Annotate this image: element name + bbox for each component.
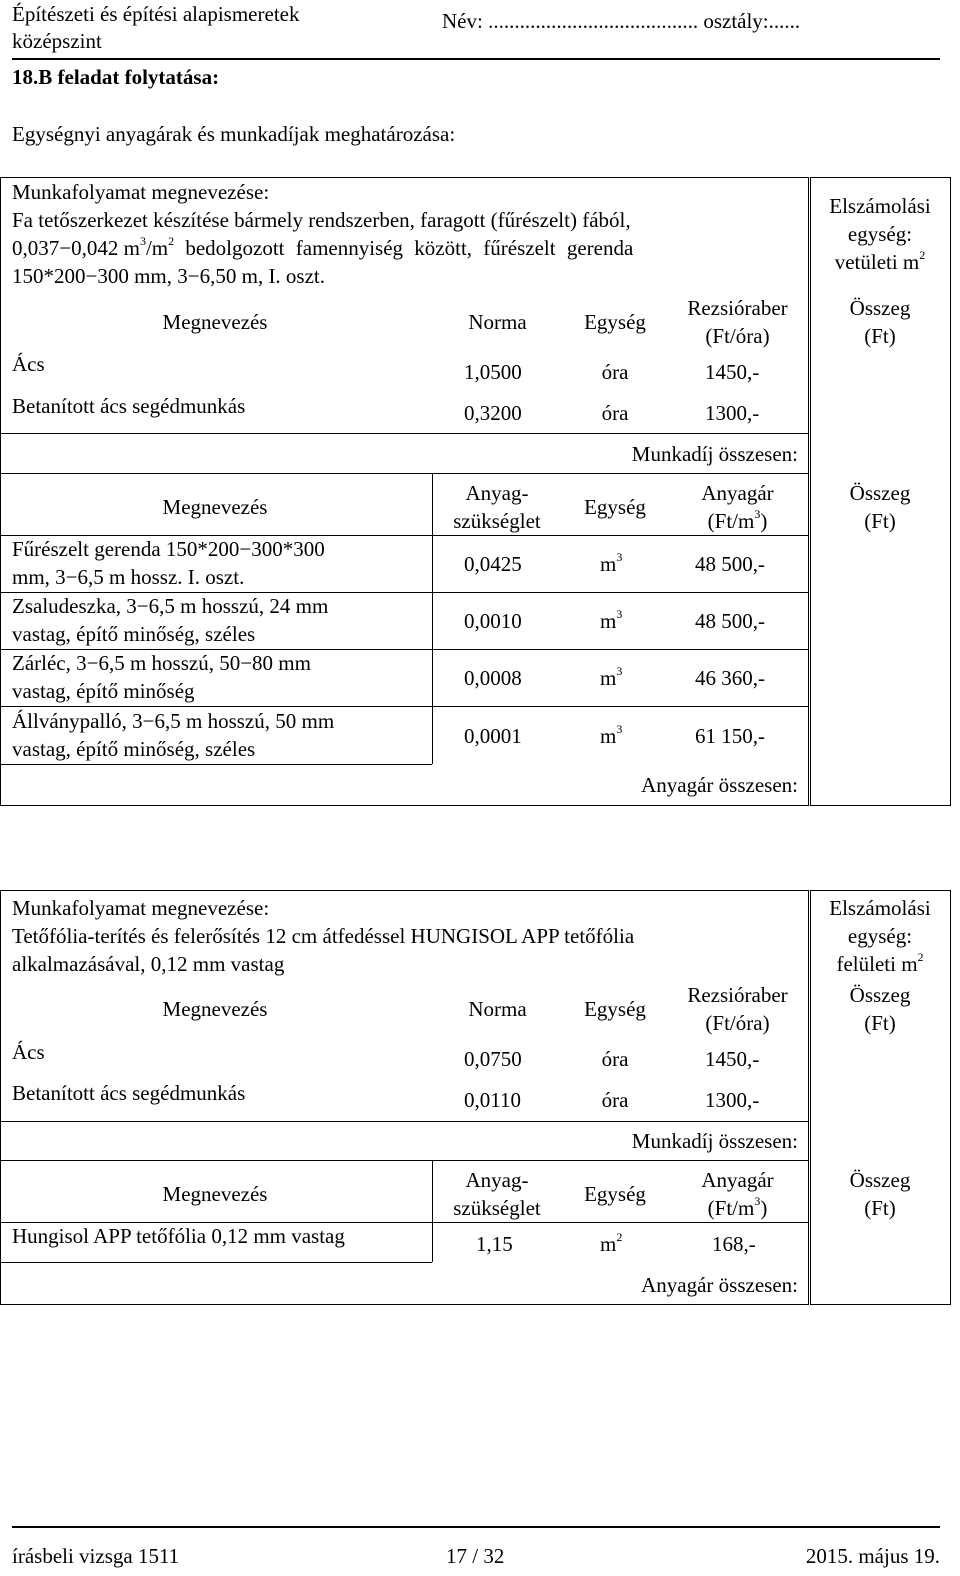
labor-header-rate: Rezsióraber (Ft/óra) <box>687 983 788 1035</box>
process1-label: Munkafolyamat megnevezése: <box>12 180 270 204</box>
labor-header-rate: Rezsióraber (Ft/óra) <box>687 296 788 348</box>
material-header-unit: Egység <box>584 495 646 519</box>
process2-label: Munkafolyamat megnevezése: <box>12 896 270 920</box>
material-row-price: 61 150,- <box>695 724 765 748</box>
process2-unit-label-1: Elszámolási <box>829 896 931 920</box>
footer-date: 2015. május 19. <box>805 1544 940 1568</box>
process1-desc-line1: Fa tetőszerkezet készítése bármely rendszerben, faragott (fűrészelt) fából, <box>12 208 631 232</box>
process2-desc-line1: Tetőfólia-terítés és felerősítés 12 cm átfedéssel HUNGISOL APP tetőfólia <box>12 924 635 948</box>
labor-header-name: Megnevezés <box>162 310 268 334</box>
labor-row-name: Ács <box>12 1040 45 1064</box>
footer-page-number: 17 / 32 <box>446 1544 505 1568</box>
material-row-unit: $m^3$ <box>600 722 623 748</box>
material-header-name: Megnevezés <box>162 495 268 519</box>
labor-row-name: Betanított ács segédmunkás <box>12 1081 246 1105</box>
material-row-need: 0,0425 <box>464 552 522 576</box>
labor-header-norm: Norma <box>468 997 527 1021</box>
process1-sum-header: Összeg (Ft) <box>849 296 911 348</box>
material-row-need: 0,0001 <box>464 724 522 748</box>
process1-desc-line2: 0,037−0,042 $m^3/m^2$ bedolgozott famennyiség között, fűrészelt gerenda <box>12 234 634 260</box>
material-row-name: Zsaludeszka, 3−6,5 m hosszú, 24 mm vastag, építő minőség, széles <box>12 594 329 646</box>
process2-unit-label-3: felületi $m^2$ <box>836 950 924 976</box>
material-header-need: Anyag- szükséglet <box>453 1168 541 1220</box>
labor-header-unit: Egység <box>584 310 646 334</box>
material-total-label: Anyagár összesen: <box>641 1273 798 1297</box>
labor-total-label: Munkadíj összesen: <box>631 442 798 466</box>
process1-unit-label-3: vetületi $m^2$ <box>834 248 926 274</box>
name-field: Név: ........................................ osztály:...... <box>442 9 801 33</box>
footer-rule <box>12 1526 940 1528</box>
material-header-name: Megnevezés <box>162 1182 268 1206</box>
labor-row-rate: 1300,- <box>705 1088 760 1112</box>
labor-row-unit: óra <box>601 1088 629 1112</box>
material-row-name: Állványpalló, 3−6,5 m hosszú, 50 mm vastag, építő minőség, széles <box>12 709 335 761</box>
process1-material-sum-header: Összeg (Ft) <box>849 481 911 533</box>
material-header-price: Anyagár $(Ft/m^3)$ <box>701 481 774 533</box>
material-row-unit: $m^3$ <box>600 550 623 576</box>
material-row-need: 0,0008 <box>464 666 522 690</box>
process1-unit-label-1: Elszámolási <box>829 194 931 218</box>
labor-row-norm: 0,3200 <box>464 401 522 425</box>
material-row-name: Fűrészelt gerenda 150*200−300*300 mm, 3−6,5 m hossz. I. oszt. <box>12 537 325 589</box>
material-row-unit: $m^3$ <box>600 607 623 633</box>
material-row-name: Hungisol APP tetőfólia 0,12 mm vastag <box>12 1224 345 1248</box>
labor-header-norm: Norma <box>468 310 527 334</box>
material-header-price: Anyagár $(Ft/m^3)$ <box>701 1168 774 1220</box>
material-row-unit: $m^2$ <box>600 1230 623 1256</box>
labor-row-name: Betanított ács segédmunkás <box>12 394 246 418</box>
labor-row-name: Ács <box>12 352 45 376</box>
labor-header-name: Megnevezés <box>162 997 268 1021</box>
process1-desc-line3: 150*200−300 mm, 3−6,50 m, I. oszt. <box>12 264 326 288</box>
labor-row-rate: 1450,- <box>705 360 760 384</box>
labor-row-unit: óra <box>601 1047 629 1071</box>
process2-material-sum-header: Összeg (Ft) <box>849 1168 911 1220</box>
labor-row-rate: 1450,- <box>705 1047 760 1071</box>
labor-row-rate: 1300,- <box>705 401 760 425</box>
material-row-price: 48 500,- <box>695 609 765 633</box>
material-row-price: 46 360,- <box>695 666 765 690</box>
material-header-need: Anyag- szükséglet <box>453 481 541 533</box>
material-row-need: 1,15 <box>476 1232 513 1256</box>
material-row-name: Zárléc, 3−6,5 m hosszú, 50−80 mm vastag, építő minőség <box>12 651 311 703</box>
labor-row-unit: óra <box>601 360 629 384</box>
material-row-price: 48 500,- <box>695 552 765 576</box>
exam-title: Építészeti és építési alapismeretek <box>12 2 300 26</box>
labor-row-norm: 0,0750 <box>464 1047 522 1071</box>
labor-row-norm: 1,0500 <box>464 360 522 384</box>
process2-desc-line2: alkalmazásával, 0,12 mm vastag <box>12 952 285 976</box>
labor-row-unit: óra <box>601 401 629 425</box>
process1-unit-label-2: egység: <box>847 222 913 246</box>
material-total-label: Anyagár összesen: <box>641 773 798 797</box>
labor-header-unit: Egység <box>584 997 646 1021</box>
section-heading: Egységnyi anyagárak és munkadíjak meghatározása: <box>12 122 456 146</box>
material-row-need: 0,0010 <box>464 609 522 633</box>
footer-exam-code: írásbeli vizsga 1511 <box>12 1544 180 1568</box>
material-row-price: 168,- <box>712 1232 756 1256</box>
labor-row-norm: 0,0110 <box>464 1088 521 1112</box>
labor-total-label: Munkadíj összesen: <box>631 1129 798 1153</box>
process2-sum-header: Összeg (Ft) <box>849 983 911 1035</box>
material-row-unit: $m^3$ <box>600 664 623 690</box>
process2-unit-label-2: egység: <box>847 924 913 948</box>
exam-level: középszint <box>12 29 102 53</box>
task-title: 18.B feladat folytatása: <box>12 65 220 89</box>
material-header-unit: Egység <box>584 1182 646 1206</box>
